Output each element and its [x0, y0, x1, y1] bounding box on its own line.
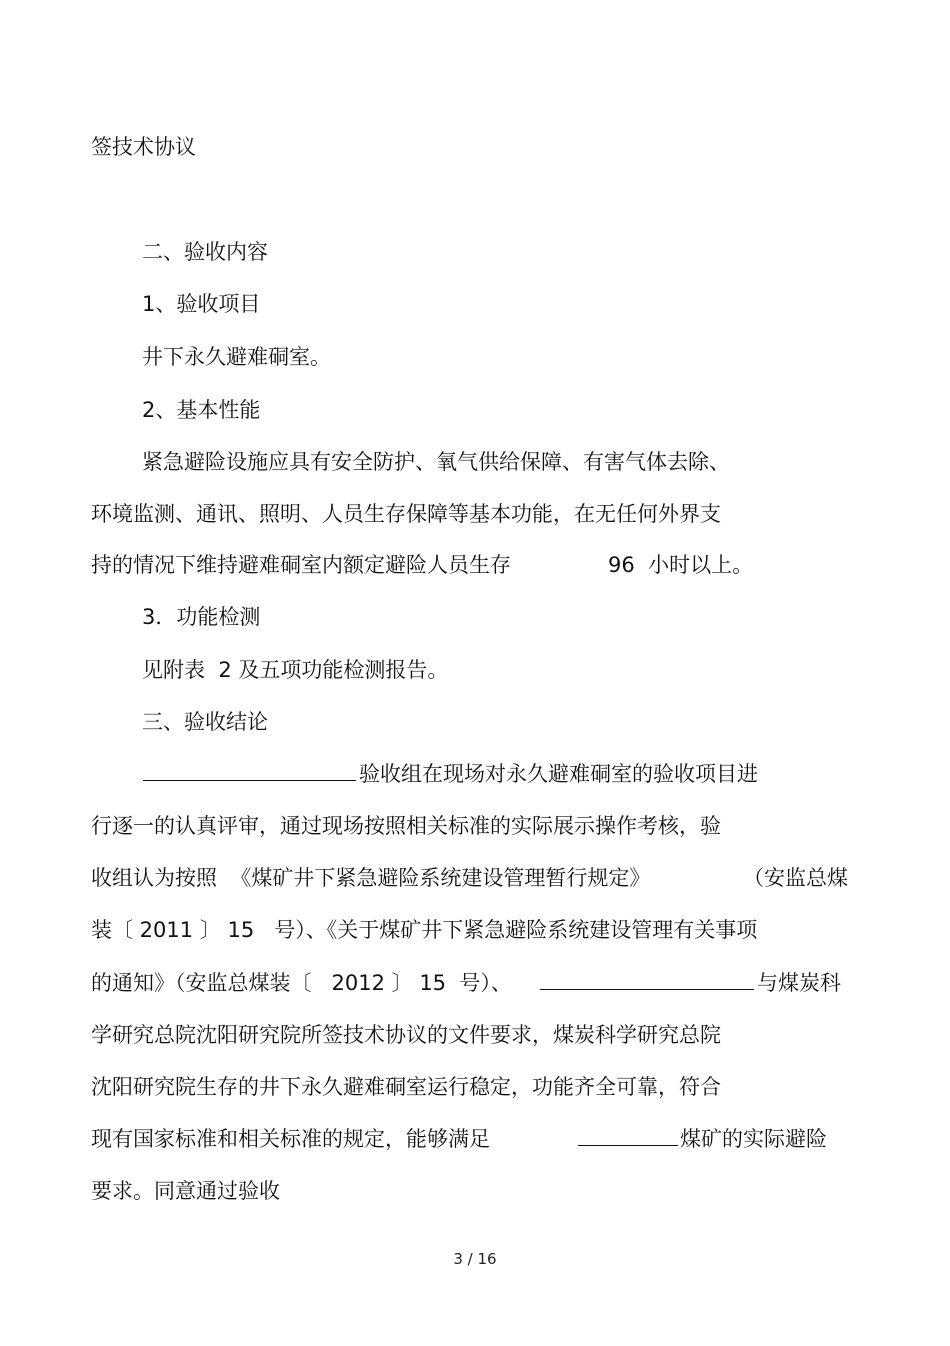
- subheading-3: 3．功能检测: [142, 605, 261, 629]
- text-line-12: 验收组在现场对永久避难硐室的验收项目进: [359, 762, 758, 786]
- page-number: 3 / 16: [453, 1250, 497, 1268]
- text-line-14a: 收组认为按照 《煤矿井下紧急避险系统建设管理暂行规定》: [91, 866, 651, 890]
- text-line-13: 行逐一的认真评审，通过现场按照相关标准的实际展示操作考核，验: [91, 814, 721, 838]
- fill-in-blank-3: [578, 1127, 678, 1146]
- fill-in-blank-1: [143, 762, 356, 781]
- section-heading-2: 二、验收内容: [142, 240, 268, 264]
- text-line-4: 井下永久避难硐室。: [142, 345, 331, 369]
- text-line-1: 签技术协议: [91, 135, 196, 159]
- subheading-1: 1、验收项目: [142, 292, 261, 316]
- text-line-18: 沈阳研究院生存的井下永久避难硐室运行稳定，功能齐全可靠，符合: [91, 1075, 721, 1099]
- text-line-6: 紧急避险设施应具有安全防护、氧气供给保障、有害气体去除、: [142, 450, 730, 474]
- text-line-17: 学研究总院沈阳研究院所签技术协议的文件要求，煤炭科学研究总院: [91, 1023, 721, 1047]
- text-line-8a: 持的情况下维持避难硐室内额定避险人员生存: [91, 553, 511, 577]
- text-line-20: 要求。同意通过验收: [91, 1179, 280, 1203]
- text-line-7: 环境监测、通讯、照明、人员生存保障等基本功能，在无任何外界支: [91, 502, 721, 526]
- fill-in-blank-2: [540, 971, 754, 990]
- text-line-19b: 煤矿的实际避险: [680, 1127, 827, 1151]
- text-line-16a: 的通知》（安监总煤装〔 2012 〕 15 号）、: [91, 971, 512, 995]
- text-line-10: 见附表 2 及五项功能检测报告。: [142, 658, 449, 682]
- section-heading-3: 三、验收结论: [142, 710, 268, 734]
- text-line-8b: 96 小时以上。: [608, 553, 754, 577]
- subheading-2: 2、基本性能: [142, 398, 261, 422]
- text-line-15: 装〔 2011 〕 15 号）、《关于煤矿井下紧急避险系统建设管理有关事项: [91, 918, 758, 942]
- text-line-16b: 与煤炭科: [757, 971, 841, 995]
- text-line-14b: （安监总煤: [743, 866, 848, 890]
- text-line-19a: 现有国家标准和相关标准的规定，能够满足: [91, 1127, 490, 1151]
